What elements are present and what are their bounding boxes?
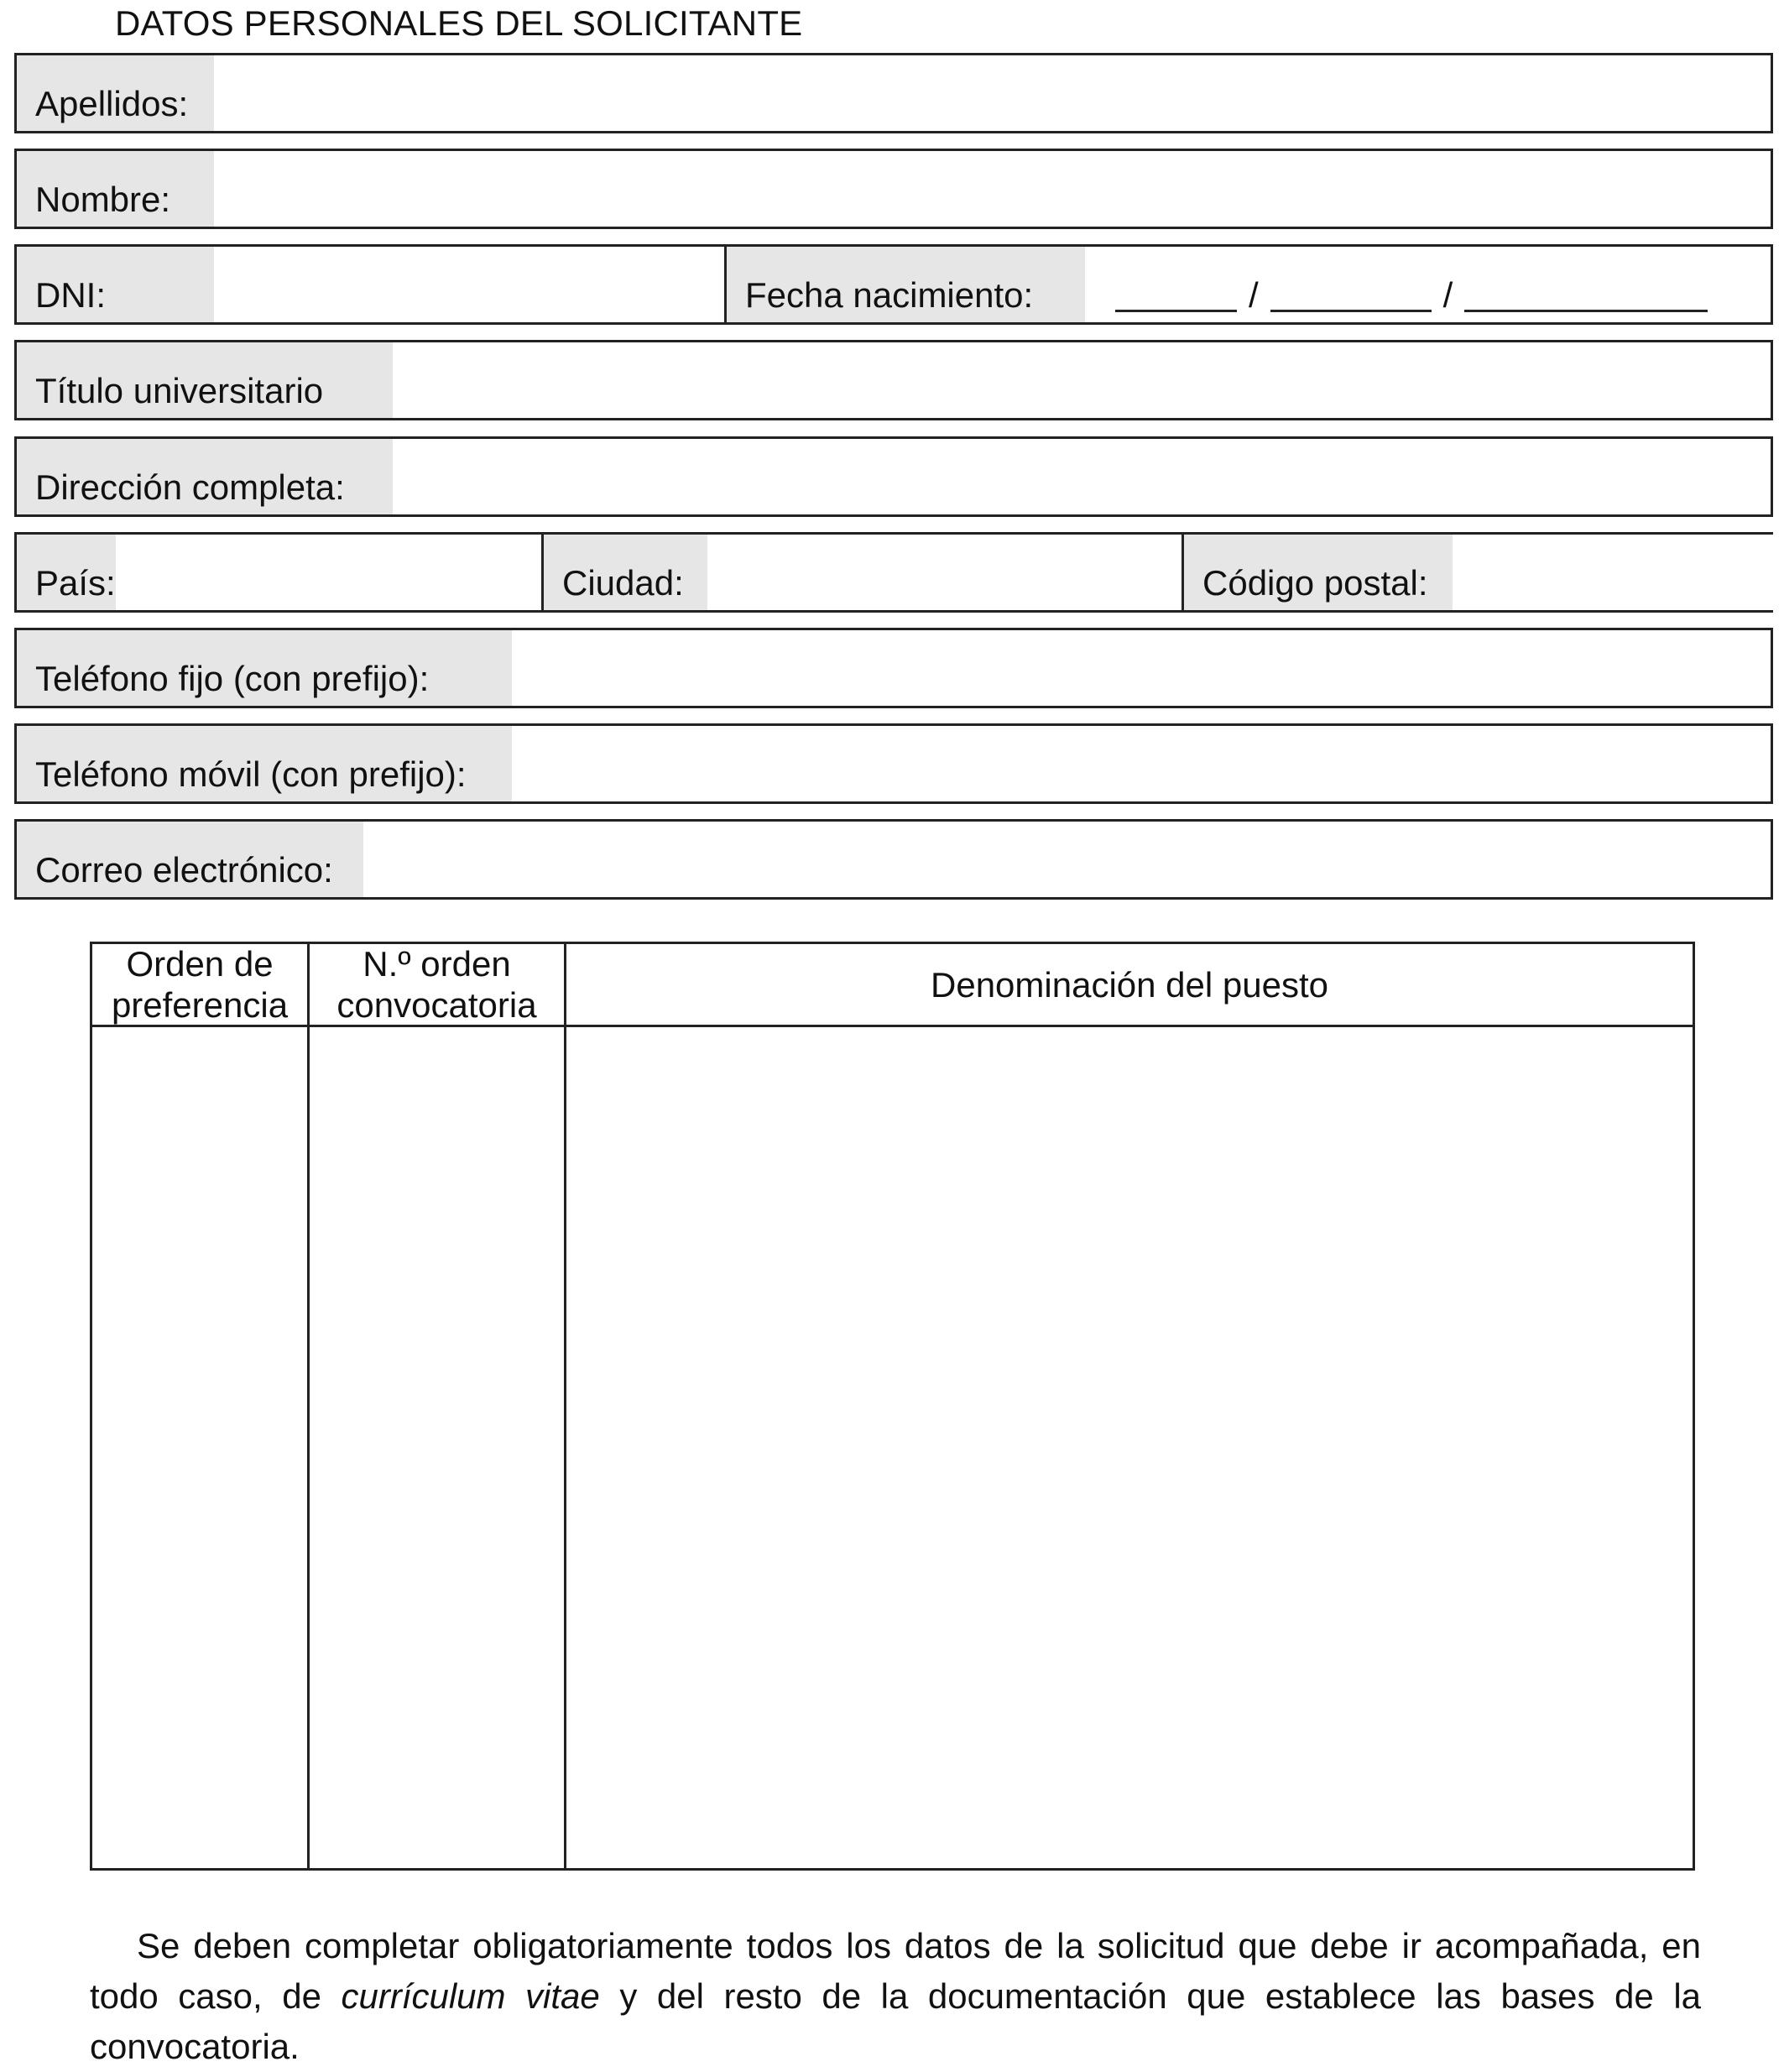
- anio-blank[interactable]: [1464, 276, 1708, 312]
- row-pais-ciudad-cp: [14, 532, 1773, 613]
- fecha-nacimiento-field: [1085, 247, 1771, 322]
- row-dni-fecha: [14, 244, 1773, 325]
- ciudad-input[interactable]: [707, 535, 1182, 610]
- header-numero-line1: N.º orden: [363, 944, 511, 984]
- numero-orden-column[interactable]: [310, 1027, 566, 1868]
- header-orden-preferencia: [92, 944, 310, 1027]
- date-separator: /: [1442, 275, 1453, 315]
- apellidos-input[interactable]: [214, 55, 1771, 131]
- mes-blank[interactable]: [1270, 276, 1432, 312]
- label-direccion: Dirección completa:: [17, 439, 393, 514]
- row-direccion: [14, 436, 1773, 517]
- codigo-postal-input[interactable]: [1453, 535, 1784, 610]
- nombre-input[interactable]: [214, 151, 1771, 227]
- date-separator: /: [1249, 275, 1259, 315]
- label-dni: DNI:: [17, 247, 214, 322]
- section-title: DATOS PERSONALES DEL SOLICITANTE: [115, 3, 803, 43]
- dia-blank[interactable]: [1115, 276, 1237, 312]
- note-part2: y del resto de la documentación que establece las bases de la convocatoria.: [90, 1976, 1702, 2066]
- row-telefono-movil: [14, 723, 1773, 804]
- label-apellidos: Apellidos:: [17, 55, 214, 131]
- label-pais: País:: [17, 535, 116, 610]
- dni-input[interactable]: [214, 247, 724, 322]
- telefono-movil-input[interactable]: [512, 726, 1771, 801]
- header-orden-line1: Orden de: [126, 944, 274, 984]
- label-correo: Correo electrónico:: [17, 822, 363, 897]
- note-italic: currículum vitae: [341, 1976, 600, 2016]
- label-nombre: Nombre:: [17, 151, 214, 227]
- label-titulo: Título universitario: [17, 342, 393, 418]
- label-telefono-movil: Teléfono móvil (con prefijo):: [17, 726, 512, 801]
- header-numero-line2: convocatoria: [336, 985, 537, 1025]
- note-part1: Se deben completar obligatoriamente todos los datos de la solicitud que debe ir acompañada, en todo caso, de: [90, 1926, 1701, 2016]
- row-apellidos: [14, 53, 1773, 133]
- correo-input[interactable]: [363, 822, 1771, 897]
- row-nombre: [14, 149, 1773, 229]
- orden-preferencia-column[interactable]: [92, 1027, 310, 1868]
- label-fecha-nacimiento: Fecha nacimiento:: [727, 247, 1085, 322]
- header-denominacion: Denominación del puesto: [566, 944, 1693, 1027]
- label-codigo-postal: Código postal:: [1184, 535, 1453, 610]
- row-titulo: [14, 340, 1773, 420]
- row-correo: [14, 819, 1773, 900]
- label-ciudad: Ciudad:: [544, 535, 707, 610]
- telefono-fijo-input[interactable]: [512, 630, 1771, 706]
- preferences-table: [90, 942, 1695, 1871]
- direccion-input[interactable]: [393, 439, 1771, 514]
- header-numero-orden: [310, 944, 566, 1027]
- label-telefono-fijo: Teléfono fijo (con prefijo):: [17, 630, 512, 706]
- pais-input[interactable]: [116, 535, 590, 610]
- instructions-note: [90, 1921, 1701, 2072]
- denominacion-column[interactable]: [566, 1027, 1693, 1868]
- header-orden-line2: preferencia: [111, 985, 289, 1025]
- row-telefono-fijo: [14, 628, 1773, 708]
- titulo-input[interactable]: [393, 342, 1771, 418]
